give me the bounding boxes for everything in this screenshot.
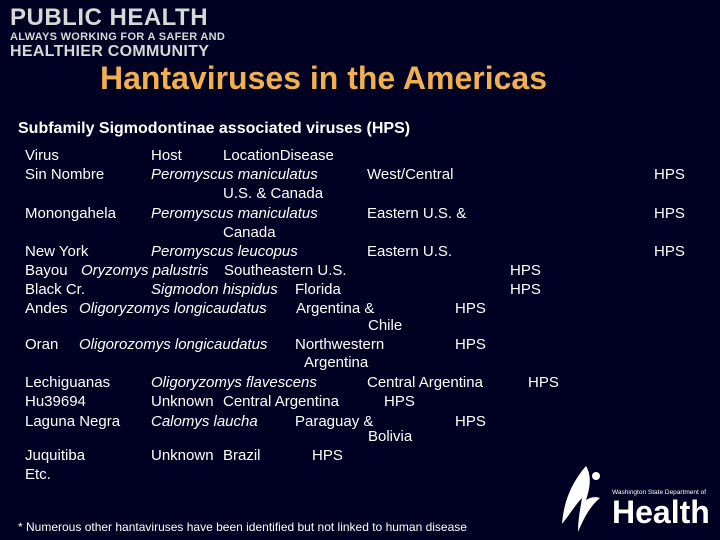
host-hu39694: Unknown (151, 393, 214, 410)
slide-subtitle: Subfamily Sigmodontinae associated viruses (HPS) (18, 120, 411, 137)
location-lechiguanas: Central Argentina (367, 374, 483, 391)
location-sin-nombre-cont: U.S. & Canada (223, 185, 324, 202)
virus-oran: Oran (25, 336, 59, 353)
location-sin-nombre: West/Central (367, 166, 454, 183)
virus-hu39694: Hu39694 (25, 393, 86, 410)
location-monongahela: Eastern U.S. & (367, 205, 467, 222)
virus-sin-nombre: Sin Nombre (25, 166, 105, 183)
host-bayou: Oryzomys palustris (81, 262, 209, 279)
location-bayou: Southeastern U.S. (224, 262, 347, 279)
header-location-disease: LocationDisease (223, 147, 334, 164)
virus-monongahela: Monongahela (25, 205, 116, 222)
disease-hu39694: HPS (384, 393, 415, 410)
virus-new-york: New York (25, 243, 89, 260)
doh-logo-health-text: Health (612, 494, 710, 530)
slide-title: Hantaviruses in the Americas (100, 60, 547, 96)
virus-etc: Etc. (25, 466, 51, 483)
disease-laguna-negra: HPS (455, 413, 486, 430)
header-host: Host (151, 147, 182, 164)
virus-black-cr: Black Cr. (25, 281, 86, 298)
host-andes: Oligoryzomys longicaudatus (79, 300, 267, 317)
host-juquitiba: Unknown (151, 447, 214, 464)
doh-figure-icon (556, 462, 616, 536)
location-monongahela-cont: Canada (223, 224, 276, 241)
host-oran: Oligorozomys longicaudatus (79, 336, 268, 353)
location-andes-cont: Chile (368, 317, 403, 334)
disease-new-york: HPS (654, 243, 685, 260)
virus-bayou: Bayou (25, 262, 68, 279)
virus-andes: Andes (25, 300, 68, 317)
disease-bayou: HPS (510, 262, 541, 279)
host-monongahela: Peromyscus maniculatus (151, 205, 318, 222)
location-laguna-negra-cont: Bolivia (368, 428, 413, 445)
location-andes: Argentina & (296, 300, 375, 317)
doh-logo (556, 462, 716, 536)
host-black-cr: Sigmodon hispidus (151, 281, 278, 298)
location-new-york: Eastern U.S. (367, 243, 453, 260)
header-virus: Virus (25, 147, 59, 164)
logo-line-2: ALWAYS WORKING FOR A SAFER AND (10, 31, 226, 43)
location-oran: Northwestern (295, 336, 385, 353)
disease-lechiguanas: HPS (528, 374, 559, 391)
logo-line-1: PUBLIC HEALTH (10, 4, 209, 31)
location-hu39694: Central Argentina (223, 393, 339, 410)
disease-andes: HPS (455, 300, 486, 317)
disease-monongahela: HPS (654, 205, 685, 222)
host-lechiguanas: Oligoryzomys flavescens (151, 374, 317, 391)
footnote: * Numerous other hantaviruses have been identified but not linked to human disease (18, 520, 467, 534)
host-laguna-negra: Calomys laucha (151, 413, 258, 430)
logo-line-3: HEALTHIER COMMUNITY (10, 43, 210, 60)
host-sin-nombre: Peromyscus maniculatus (151, 166, 318, 183)
disease-juquitiba: HPS (312, 447, 343, 464)
location-black-cr: Florida (295, 281, 341, 298)
disease-oran: HPS (455, 336, 486, 353)
doh-logo-small-text: Washington State Department of (612, 489, 707, 496)
location-oran-cont: Argentina (304, 354, 369, 371)
public-health-logo (10, 6, 225, 60)
location-juquitiba: Brazil (223, 447, 261, 464)
host-new-york: Peromyscus leucopus (151, 243, 298, 260)
location-laguna-negra: Paraguay & (295, 413, 374, 430)
virus-juquitiba: Juquitiba (25, 447, 86, 464)
disease-black-cr: HPS (510, 281, 541, 298)
virus-lechiguanas: Lechiguanas (25, 374, 111, 391)
virus-laguna-negra: Laguna Negra (25, 413, 121, 430)
disease-sin-nombre: HPS (654, 166, 685, 183)
